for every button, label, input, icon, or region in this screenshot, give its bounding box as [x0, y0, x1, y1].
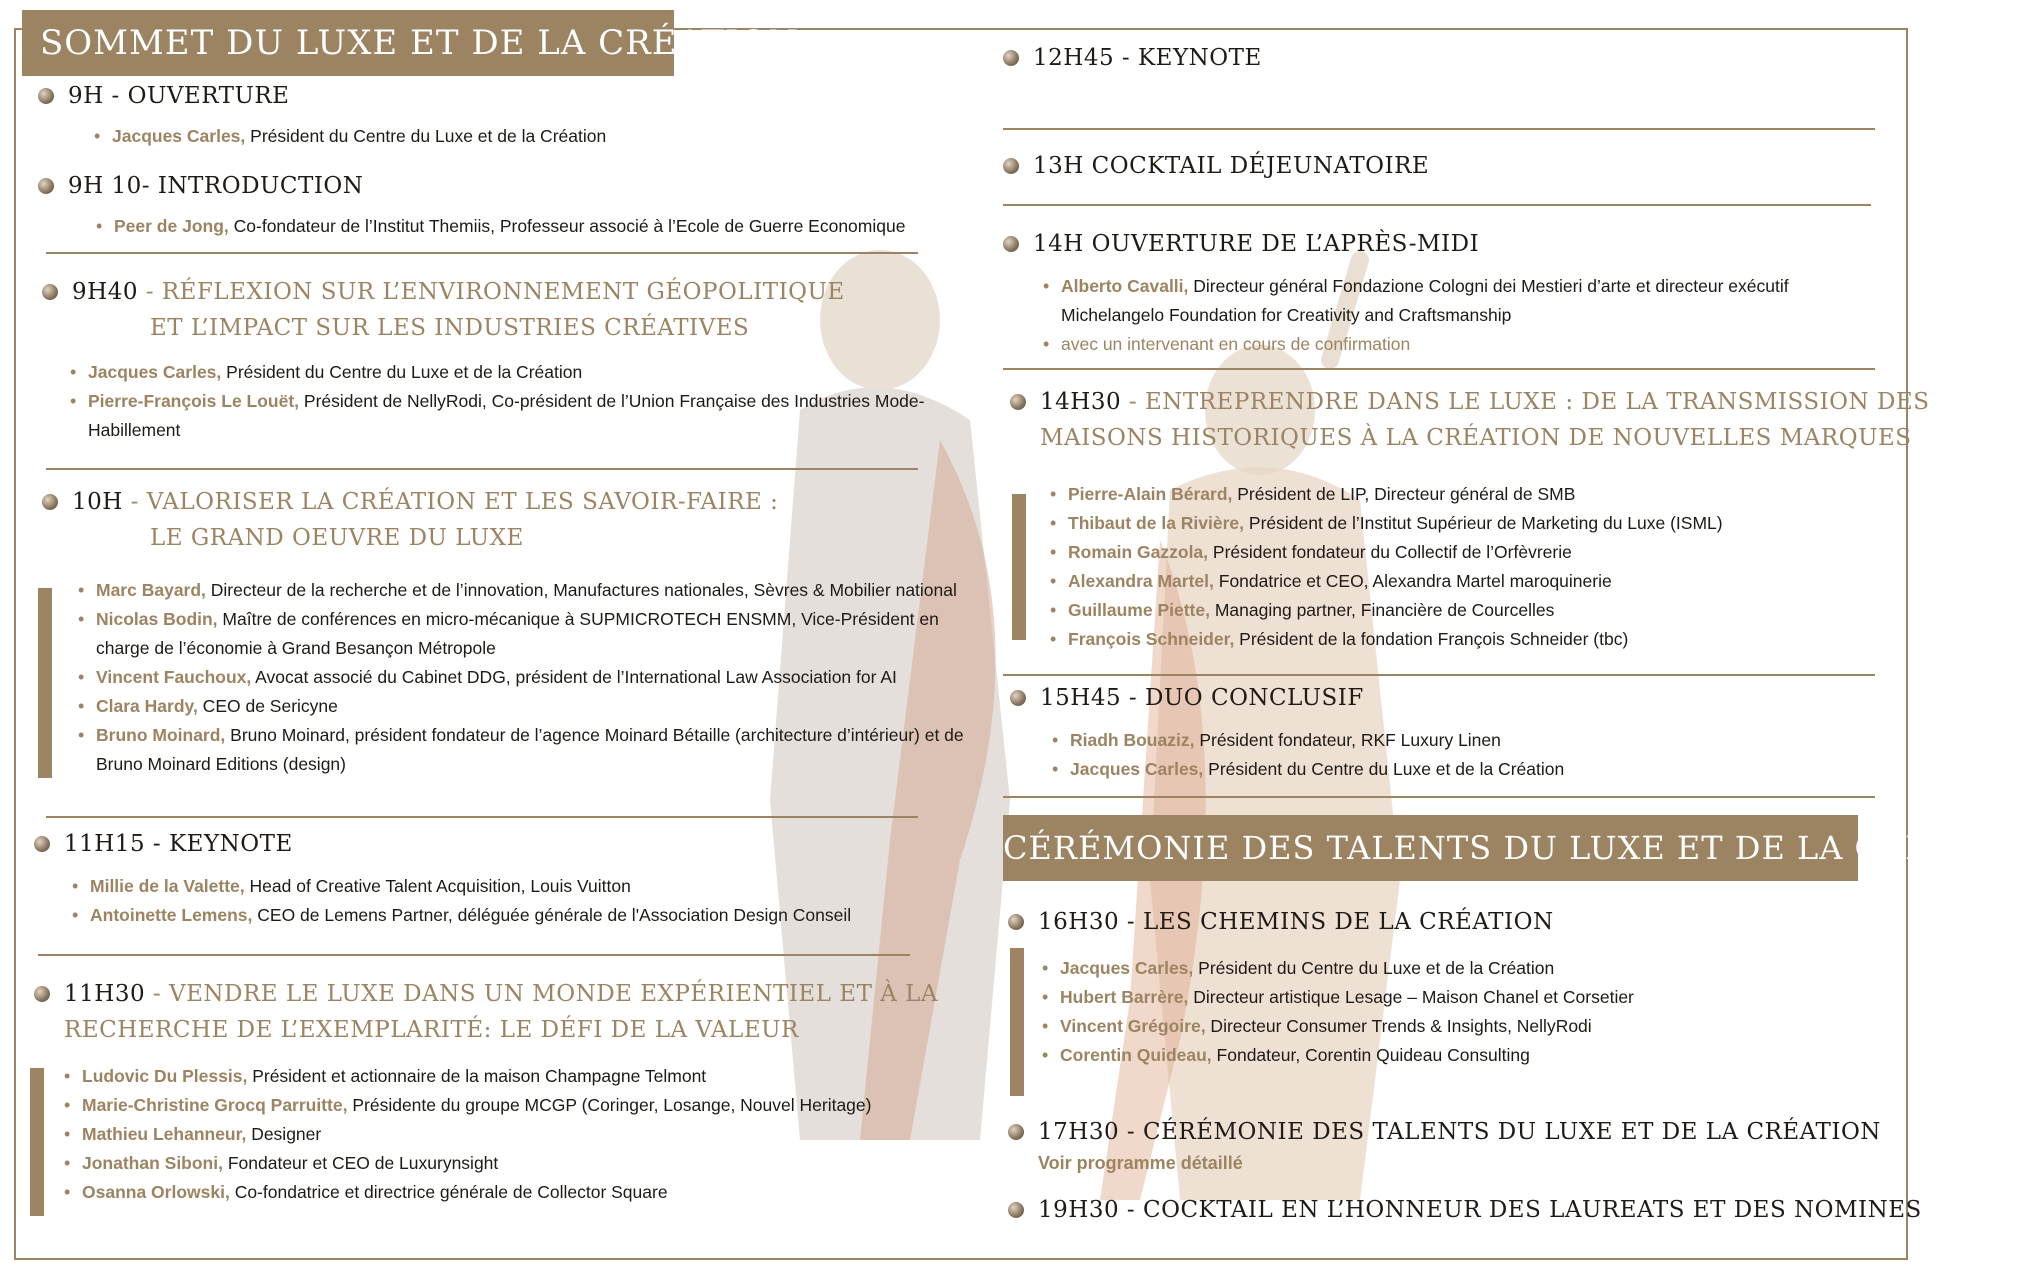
speaker-item: • François Schneider, Président de la fondation François Schneider (tbc)	[1046, 625, 1890, 654]
separator	[1003, 796, 1875, 798]
speaker-item: • Romain Gazzola, Président fondateur du Collectif de l’Orfèvrerie	[1046, 538, 1890, 567]
session-title: 16H30 - LES CHEMINS DE LA CRÉATION	[1038, 909, 1554, 935]
separator	[46, 252, 918, 254]
bullet-icon	[1008, 914, 1024, 930]
bullet-icon	[1008, 1202, 1024, 1218]
session-cocktail-laureats	[1008, 1192, 1922, 1228]
speaker-item: • Pierre-Alain Bérard, Président de LIP, Directeur général de SMB	[1046, 480, 1890, 509]
session-introduction	[38, 168, 958, 241]
speaker-item: • Jacques Carles, Président du Centre du Luxe et de la Création	[90, 122, 938, 151]
session-title: 11H15 - KEYNOTE	[64, 831, 293, 857]
speaker-item: • Jacques Carles, Président du Centre du Luxe et de la Création	[66, 358, 946, 387]
separator	[38, 954, 910, 956]
speaker-item: • Jacques Carles, Président du Centre du Luxe et de la Création	[1038, 954, 1888, 983]
speaker-list	[1046, 480, 1890, 654]
separator	[1003, 674, 1875, 676]
speaker-item: • Jonathan Siboni, Fondateur et CEO de Luxurynsight	[60, 1149, 934, 1178]
session-ceremonie-talents	[1008, 1114, 1888, 1176]
speaker-item: • Marc Bayard, Directeur de la recherche et de l’innovation, Manufactures nationales, Sèvres & Mobilier national	[74, 576, 994, 605]
bullet-icon	[38, 178, 54, 194]
session-title: 13H COCKTAIL DÉJEUNATOIRE	[1033, 153, 1430, 179]
session-title: 9H - OUVERTURE	[68, 83, 290, 109]
speaker-item: • Riadh Bouaziz, Président fondateur, RKF Luxury Linen	[1048, 726, 1890, 755]
session-title: 19H30 - COCKTAIL EN L’HONNEUR DES LAUREATS ET DES NOMINES	[1038, 1197, 1922, 1223]
speaker-item: • Hubert Barrère, Directeur artistique Lesage – Maison Chanel et Corsetier	[1038, 983, 1888, 1012]
bullet-icon	[1008, 1124, 1024, 1140]
speaker-list	[90, 122, 938, 151]
speaker-item: • Vincent Grégoire, Directeur Consumer Trends & Insights, NellyRodi	[1038, 1012, 1888, 1041]
speaker-item: • Osanna Orlowski, Co-fondatrice et directrice générale de Collector Square	[60, 1178, 934, 1207]
speaker-note: • avec un intervenant en cours de confirmation	[1039, 330, 1885, 359]
session-savoir-faire: 10H - VALORISER LA CRÉATION ET LES SAVOIR-FAIRE : LE GRAND OEUVRE DU LUXE • Marc Bayard, Directeur de la recherche et de l’innovation, Manufactures nationales, Sèvres & Mobilier national • Nicolas Bodin, Maître de conférences en micro-mécanique à SUPMICROTECH ENSMM, Vice-Président en charge de l’économie à Grand Besançon Métropole • Vincent Fauchoux, Avocat associé du Cabinet DDG, président de l’International Law Association for AI • Clara Hardy, CEO de Sericyne • Bruno Moinard, Bruno Moinard, président fondateur de l’agence Moinard Bétaille (architecture d’intérieur) et de Bruno Moinard Editions (design)	[42, 484, 962, 779]
bullet-icon	[42, 494, 58, 510]
session-entreprendre: 14H30 - ENTREPRENDRE DANS LE LUXE : DE LA TRANSMISSION DES MAISONS HISTORIQUES À LA CRÉATION DE NOUVELLES MARQUES • Pierre-Alain Bérard, Président de LIP, Directeur général de SMB • Thibaut de la Rivière, Président de l’Institut Supérieur de Marketing du Luxe (ISML) • Romain Gazzola, Président fondateur du Collectif de l’Orfèvrerie • Alexandra Martel, Fondatrice et CEO, Alexandra Martel maroquinerie • Guillaume Piette, Managing partner, Financière de Courcelles • François Schneider, Président de la fondation François Schneider (tbc)	[1010, 384, 1890, 654]
speaker-item: • Antoinette Lemens, CEO de Lemens Partner, déléguée générale de l'Association Design Conseil	[68, 901, 934, 930]
session-ouverture-apres-midi	[1003, 226, 1883, 359]
speaker-item: • Marie-Christine Grocq Parruitte, Présidente du groupe MCGP (Coringer, Losange, Nouvel Heritage)	[60, 1091, 934, 1120]
session-duo-conclusif	[1010, 680, 1890, 784]
speaker-list	[92, 212, 958, 241]
session-keynote-1115	[34, 826, 934, 930]
bullet-icon	[34, 986, 50, 1002]
separator	[46, 468, 918, 470]
bullet-icon	[42, 284, 58, 300]
summit-header: SOMMET DU LUXE ET DE LA CRÉATION	[22, 10, 674, 76]
speaker-list	[68, 872, 934, 930]
speaker-item: • Clara Hardy, CEO de Sericyne	[74, 692, 994, 721]
speaker-item: • Alberto Cavalli, Directeur général Fondazione Cologni dei Mestieri d’arte et directeur exécutif Michelangelo Foundation for Creativity and Craftsmanship	[1039, 272, 1885, 330]
speaker-item: • Alexandra Martel, Fondatrice et CEO, Alexandra Martel maroquinerie	[1046, 567, 1890, 596]
session-geopolitique: 9H40 - RÉFLEXION SUR L’ENVIRONNEMENT GÉOPOLITIQUE ET L’IMPACT SUR LES INDUSTRIES CRÉATIVES • Jacques Carles, Président du Centre du Luxe et de la Création • Pierre-François Le Louët, Président de NellyRodi, Co-président de l’Union Française des Industries Mode-Habillement	[42, 274, 962, 445]
session-keynote-1245	[1003, 40, 1883, 76]
speaker-item: • Thibaut de la Rivière, Président de l’Institut Supérieur de Marketing du Luxe (ISML)	[1046, 509, 1890, 538]
speaker-item: • Vincent Fauchoux, Avocat associé du Cabinet DDG, président de l’International Law Association for AI	[74, 663, 994, 692]
bullet-icon	[1003, 236, 1019, 252]
separator	[46, 816, 918, 818]
speaker-item: • Nicolas Bodin, Maître de conférences en micro-mécanique à SUPMICROTECH ENSMM, Vice-Président en charge de l’économie à Grand Besançon Métropole	[74, 605, 994, 663]
speaker-item: • Guillaume Piette, Managing partner, Financière de Courcelles	[1046, 596, 1890, 625]
speaker-item: • Corentin Quideau, Fondateur, Corentin Quideau Consulting	[1038, 1041, 1888, 1070]
speaker-item: • Pierre-François Le Louët, Président de NellyRodi, Co-président de l’Union Française des Industries Mode-Habillement	[66, 387, 946, 445]
session-title: 15H45 - DUO CONCLUSIF	[1040, 685, 1364, 711]
session-title: 12H45 - KEYNOTE	[1033, 45, 1262, 71]
speaker-item: • Ludovic Du Plessis, Président et actionnaire de la maison Champagne Telmont	[60, 1062, 934, 1091]
bullet-icon	[1010, 394, 1026, 410]
speaker-list	[60, 1062, 934, 1207]
bullet-icon	[1003, 158, 1019, 174]
session-title: 9H 10- INTRODUCTION	[68, 173, 364, 199]
session-ouverture	[38, 78, 938, 151]
bullet-icon	[38, 88, 54, 104]
speaker-item: • Bruno Moinard, Bruno Moinard, président fondateur de l’agence Moinard Bétaille (architecture d’intérieur) et de Bruno Moinard Editions (design)	[74, 721, 994, 779]
speaker-item: • Mathieu Lehanneur, Designer	[60, 1120, 934, 1149]
speaker-list	[1048, 726, 1890, 784]
bullet-icon	[1003, 50, 1019, 66]
session-title: 17H30 - CÉRÉMONIE DES TALENTS DU LUXE ET DE LA CRÉATION	[1038, 1119, 1881, 1145]
speaker-item: • Millie de la Valette, Head of Creative Talent Acquisition, Louis Vuitton	[68, 872, 934, 901]
bullet-icon	[34, 836, 50, 852]
speaker-list	[1038, 954, 1888, 1070]
separator	[1003, 204, 1871, 206]
detailed-program-link[interactable]: Voir programme détaillé	[1038, 1153, 1243, 1173]
bullet-icon	[1010, 690, 1026, 706]
separator	[1003, 368, 1875, 370]
ceremony-header: CÉRÉMONIE DES TALENTS DU LUXE ET DE LA CRÉATION	[1003, 815, 1858, 881]
separator	[1003, 128, 1875, 130]
session-chemins-creation	[1008, 904, 1888, 1070]
session-title: 14H OUVERTURE DE L’APRÈS-MIDI	[1033, 231, 1480, 257]
speaker-item: • Jacques Carles, Président du Centre du Luxe et de la Création	[1048, 755, 1890, 784]
speaker-list	[74, 576, 994, 779]
speaker-list	[1039, 272, 1885, 359]
session-cocktail-dejeunatoire	[1003, 148, 1883, 184]
session-vendre-le-luxe: 11H30 - VENDRE LE LUXE DANS UN MONDE EXPÉRIENTIEL ET À LA RECHERCHE DE L’EXEMPLARITÉ: LE DÉFI DE LA VALEUR • Ludovic Du Plessis, Président et actionnaire de la maison Champagne Telmont • Marie-Christine Grocq Parruitte, Présidente du groupe MCGP (Coringer, Losange, Nouvel Heritage) • Mathieu Lehanneur, Designer • Jonathan Siboni, Fondateur et CEO de Luxurynsight • Osanna Orlowski, Co-fondatrice et directrice générale de Collector Square	[34, 976, 934, 1207]
speaker-item: • Peer de Jong, Co-fondateur de l’Institut Themiis, Professeur associé à l’Ecole de Guerre Economique	[92, 212, 958, 241]
speaker-list	[66, 358, 946, 445]
